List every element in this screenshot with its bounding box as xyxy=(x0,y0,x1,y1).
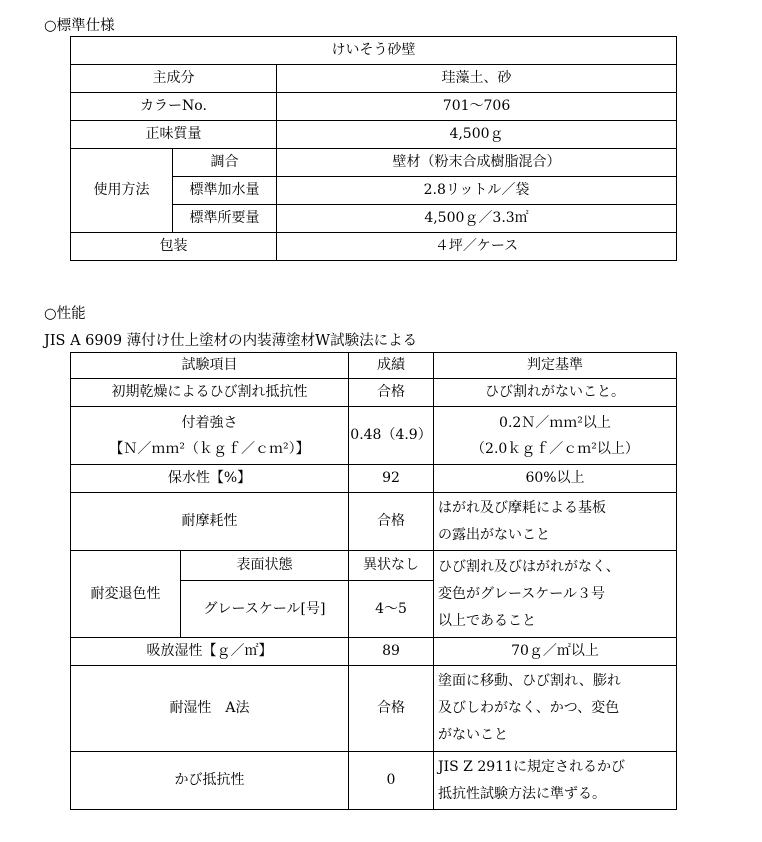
fading-criterion-line2: 変色がグレースケール３号 xyxy=(438,585,606,602)
usage-label: 使用方法 xyxy=(71,149,173,233)
water-label: 標準加水量 xyxy=(173,177,277,205)
adhesion-criterion xyxy=(434,407,677,465)
surface-label: 表面状態 xyxy=(181,551,349,581)
performance-subheading: JIS A 6909 薄付け仕上塗材の内装薄塗材W試験法による xyxy=(44,333,418,349)
abrasion-criterion-line1: はがれ及び摩耗による基板 xyxy=(438,499,606,516)
grey-scale-label: グレースケール[号] xyxy=(181,581,349,638)
adhesion-item xyxy=(71,407,349,465)
mold-result: 0 xyxy=(349,752,434,810)
water-retention-item: 保水性【%】 xyxy=(71,465,349,493)
adhesion-criterion-line2: （2.0ｋｇｆ／ｃｍ²以上） xyxy=(471,440,639,457)
grey-scale-result: 4～5 xyxy=(349,581,434,638)
humidity-criterion-line3: がないこと xyxy=(438,727,508,743)
net-weight-value: 4,500ｇ xyxy=(277,121,677,149)
packaging-label: 包装 xyxy=(71,233,277,261)
surface-result: 異状なし xyxy=(349,551,434,581)
coverage-value: 4,500ｇ／3.3㎡ xyxy=(277,205,677,233)
spec-heading: ○標準仕様 xyxy=(44,18,115,34)
water-retention-criterion: 60%以上 xyxy=(434,465,677,493)
performance-table xyxy=(70,352,677,810)
abrasion-criterion-line2: の露出がないこと xyxy=(438,526,550,543)
color-no-value: 701～706 xyxy=(277,93,677,121)
adhesion-item-line2: 【Ｎ／ｍｍ²（ｋｇｆ／ｃｍ²）】 xyxy=(109,440,310,457)
abrasion-criterion xyxy=(434,493,677,551)
net-weight-label: 正味質量 xyxy=(71,121,277,149)
humidity-result: 合格 xyxy=(349,666,434,752)
performance-heading: ○性能 xyxy=(44,306,86,322)
adhesion-criterion-line1: 0.2Ｎ／ｍｍ²以上 xyxy=(499,414,611,431)
crack-result: 合格 xyxy=(349,379,434,407)
header-result: 成績 xyxy=(349,353,434,379)
fading-criterion-line3: 以上であること xyxy=(438,612,536,629)
header-item: 試験項目 xyxy=(71,353,349,379)
mold-item: かび抵抗性 xyxy=(71,752,349,810)
abrasion-item: 耐摩耗性 xyxy=(71,493,349,551)
main-component-label: 主成分 xyxy=(71,65,277,93)
fading-item: 耐変退色性 xyxy=(71,551,181,638)
adhesion-result: 0.48（4.9） xyxy=(349,407,434,465)
adhesion-item-line1: 付着強さ xyxy=(181,414,238,431)
crack-criterion: ひび割れがないこと。 xyxy=(434,379,677,407)
crack-item: 初期乾燥によるひび割れ抵抗性 xyxy=(71,379,349,407)
water-value: 2.8リットル／袋 xyxy=(277,177,677,205)
humidity-criterion-line2: 及びしわがなく、かつ、変色 xyxy=(438,700,620,716)
fading-criterion xyxy=(434,551,677,638)
water-retention-result: 92 xyxy=(349,465,434,493)
product-name: けいそう砂壁 xyxy=(71,37,677,65)
mix-label: 調合 xyxy=(173,149,277,177)
abrasion-result: 合格 xyxy=(349,493,434,551)
humidity-criterion-line1: 塗面に移動、ひび割れ、膨れ xyxy=(438,673,621,689)
packaging-value: ４坪／ケース xyxy=(277,233,677,261)
color-no-label: カラーNo. xyxy=(71,93,277,121)
humidity-criterion xyxy=(434,666,677,752)
header-criterion: 判定基準 xyxy=(434,353,677,379)
fading-criterion-line1: ひび割れ及びはがれがなく、 xyxy=(438,558,620,575)
moisture-result: 89 xyxy=(349,638,434,666)
mold-criterion-line1: JIS Z 2911に規定されるかび xyxy=(438,758,625,775)
main-component-value: 珪藻土、砂 xyxy=(277,65,677,93)
humidity-item: 耐湿性 A法 xyxy=(71,666,349,752)
coverage-label: 標準所要量 xyxy=(173,205,277,233)
moisture-item: 吸放湿性【ｇ／㎡】 xyxy=(71,638,349,666)
spec-table xyxy=(70,36,677,261)
mold-criterion-line2: 抵抗性試験方法に準ずる。 xyxy=(438,785,606,802)
moisture-criterion: 70ｇ／㎡以上 xyxy=(434,638,677,666)
mix-value: 壁材（粉末合成樹脂混合） xyxy=(277,149,677,177)
mold-criterion xyxy=(434,752,677,810)
